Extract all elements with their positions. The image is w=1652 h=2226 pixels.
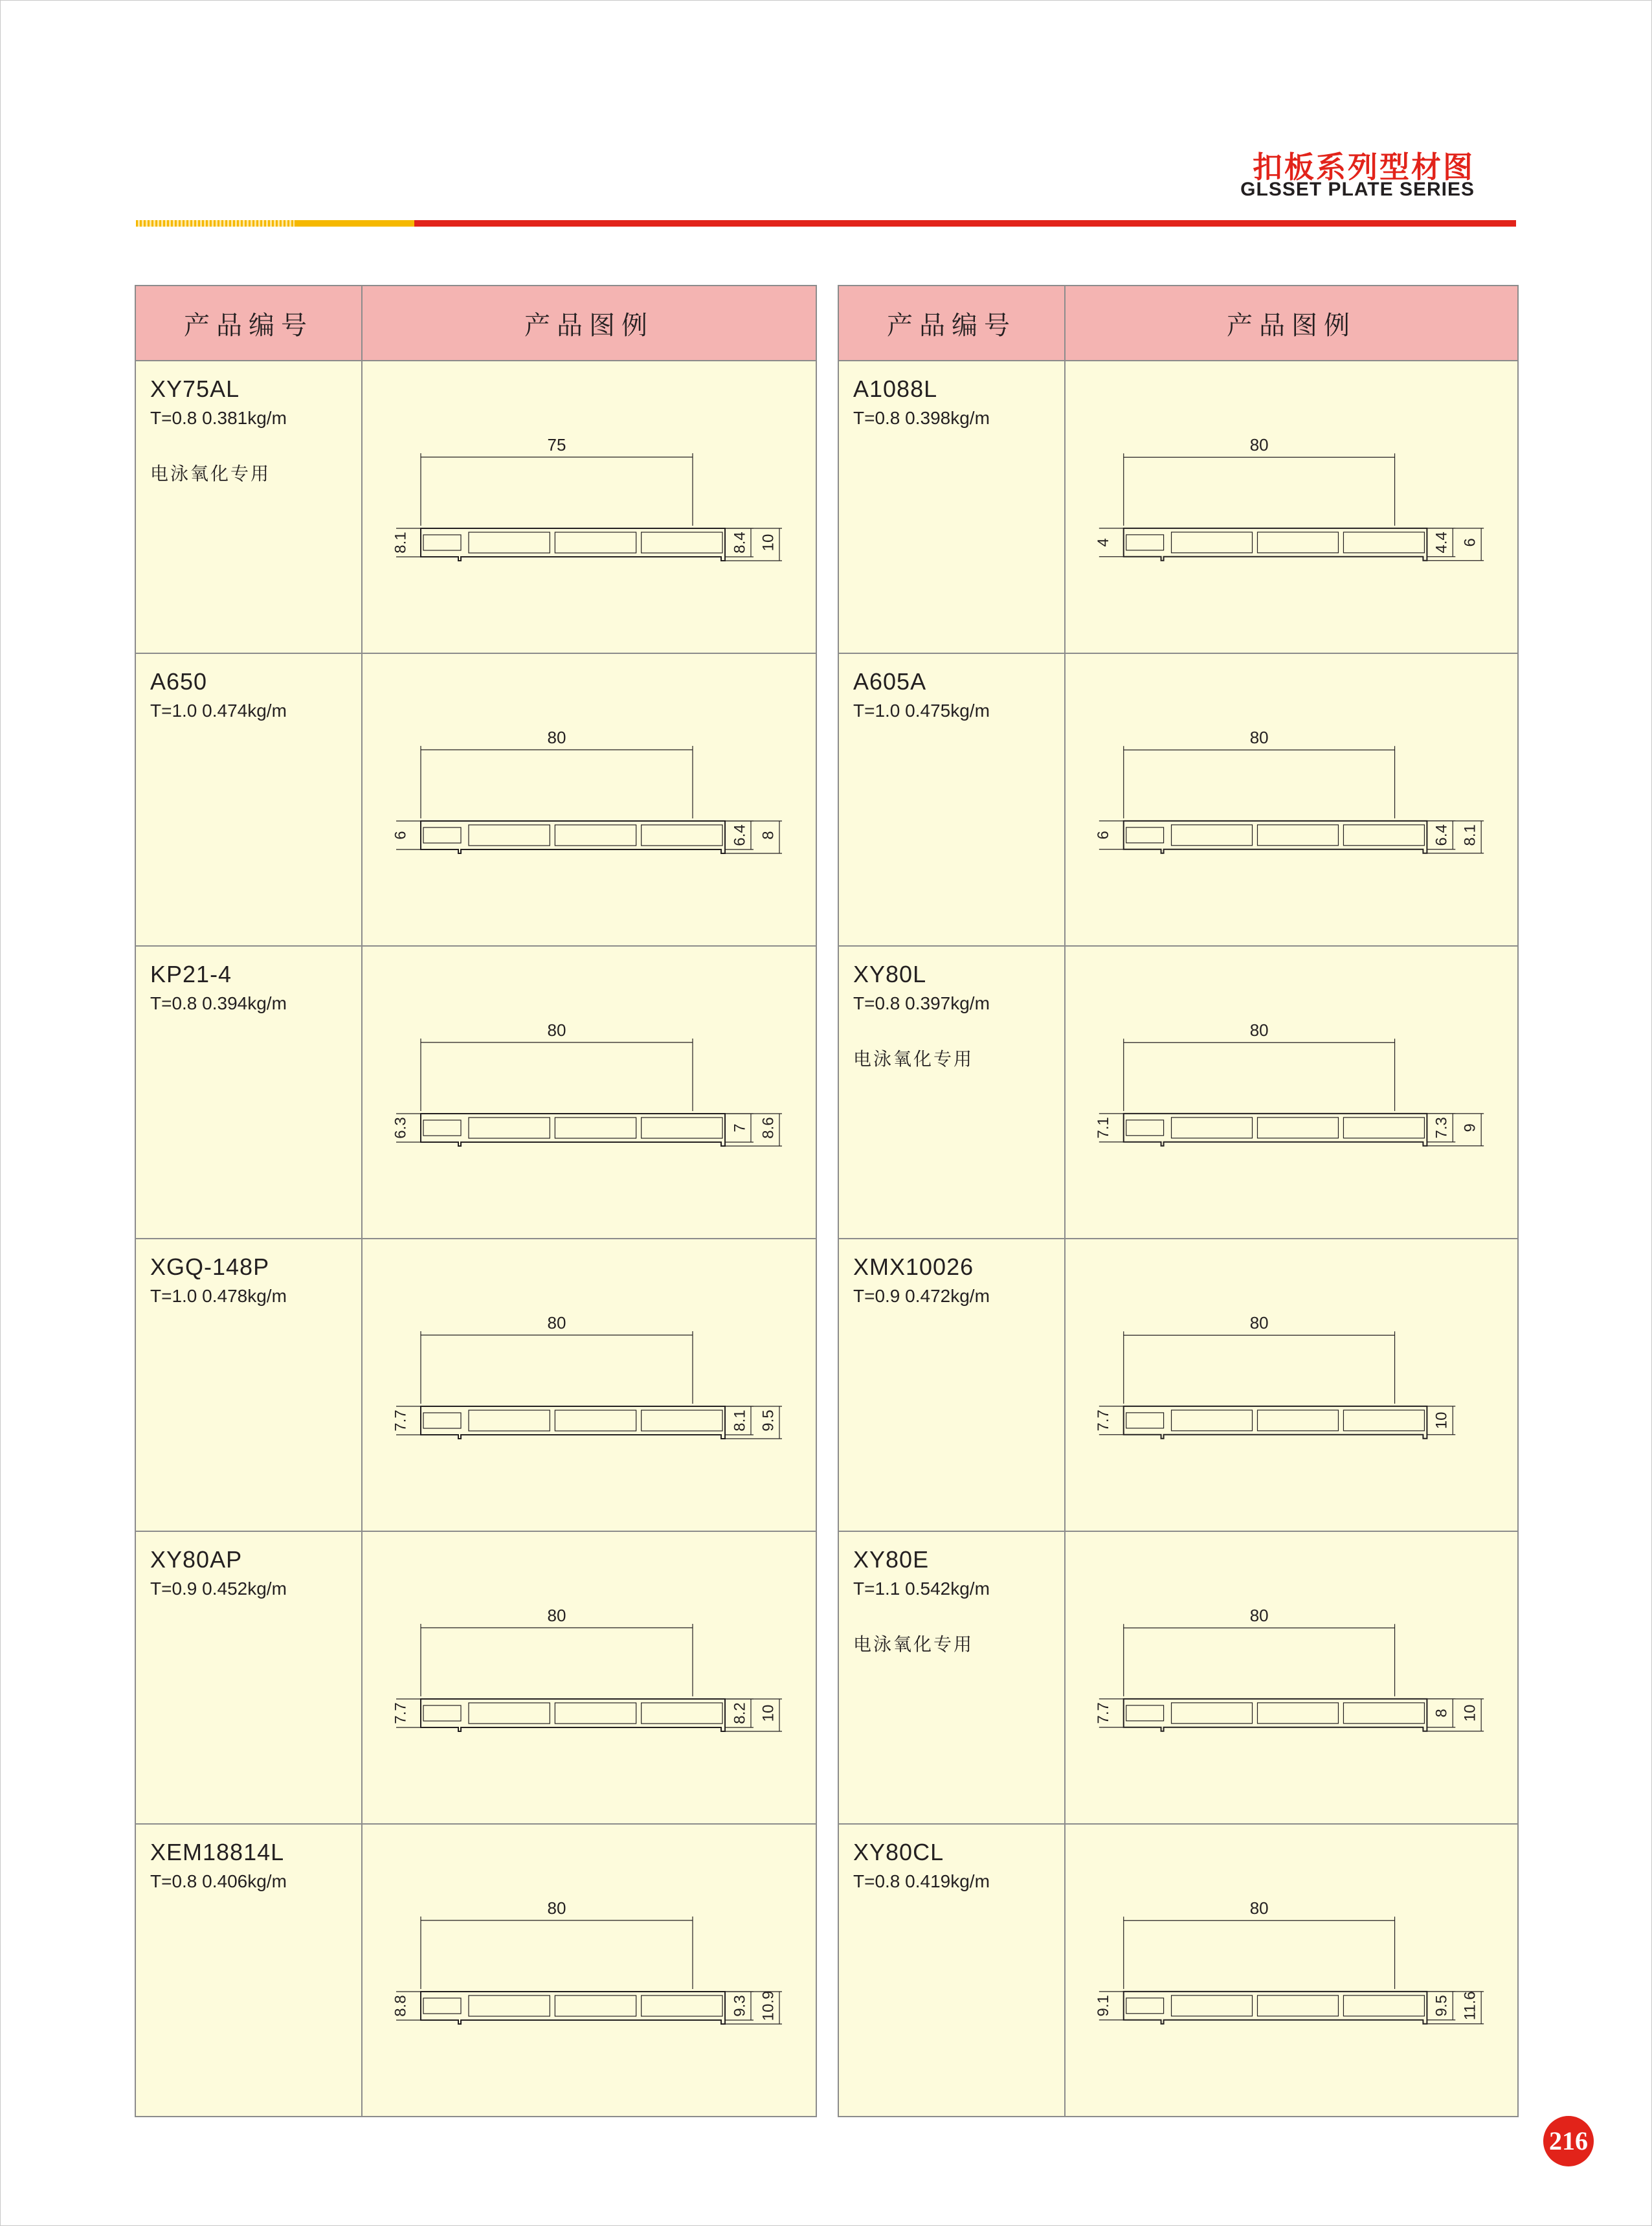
product-code: KP21-4	[150, 961, 232, 987]
dim-label-right: 9	[1461, 1123, 1479, 1132]
dim-label-right: 8.4	[731, 532, 749, 554]
product-info-cell	[135, 653, 362, 946]
product-spec: T=0.9 0.452kg/m	[150, 1579, 287, 1599]
profile-chamber	[642, 1703, 722, 1724]
table-row	[135, 1531, 816, 1824]
profile-drawing	[1066, 654, 1517, 945]
profile-outline	[421, 1406, 725, 1439]
dim-label-right: 4.4	[1433, 532, 1451, 554]
profile-chamber	[1172, 825, 1253, 846]
product-info-cell	[838, 653, 1065, 946]
profile-chamber	[469, 1410, 550, 1431]
product-code: XY80AP	[150, 1546, 243, 1573]
dim-label-right: 11.6	[1461, 1991, 1479, 2021]
profile-drawing	[1066, 361, 1517, 653]
product-spec: T=1.1 0.542kg/m	[853, 1579, 990, 1599]
dim-label-width: 80	[547, 728, 566, 747]
profile-outline	[421, 1699, 725, 1731]
dim-label-right: 6.4	[731, 824, 749, 846]
product-spec: T=0.8 0.419kg/m	[853, 1871, 990, 1891]
product-note: 电泳氧化专用	[150, 463, 271, 484]
profile-chamber	[642, 1118, 722, 1138]
table-row	[135, 361, 816, 653]
profile-drawing	[363, 1239, 816, 1531]
profile-drawing	[1066, 1239, 1517, 1531]
profile-chamber	[1172, 1703, 1253, 1724]
profile-chamber	[1257, 1410, 1338, 1431]
dim-label-left: 6	[1095, 831, 1113, 840]
dim-label-width: 80	[1249, 1022, 1269, 1040]
dim-label-right: 10	[1461, 1704, 1479, 1722]
dim-label-right: 8.2	[731, 1702, 749, 1724]
profile-outline	[421, 528, 725, 561]
dim-label-width: 75	[547, 435, 566, 455]
product-spec: T=0.9 0.472kg/m	[853, 1286, 990, 1306]
column-header-code: 产品编号	[838, 286, 1065, 361]
profile-notch	[1126, 1705, 1164, 1721]
product-info-cell	[838, 361, 1065, 653]
product-note: 电泳氧化专用	[853, 1634, 974, 1655]
dim-label-width: 80	[1249, 1900, 1269, 1918]
product-spec: T=1.0 0.478kg/m	[150, 1286, 287, 1306]
product-table-left	[135, 285, 817, 2117]
product-info-cell	[135, 361, 362, 653]
profile-chamber	[1257, 825, 1338, 846]
profile-chamber	[1343, 825, 1424, 846]
dim-label-width: 80	[1249, 1314, 1269, 1333]
dim-label-width: 80	[1249, 436, 1269, 455]
dim-label-width: 80	[547, 1020, 566, 1040]
dim-label-right: 6.4	[1433, 824, 1451, 846]
product-drawing-cell	[1065, 361, 1518, 653]
table-row	[838, 1239, 1518, 1531]
product-spec: T=0.8 0.397kg/m	[853, 993, 990, 1013]
dim-label-right: 9.3	[731, 1995, 749, 2017]
profile-drawing	[363, 1825, 816, 2116]
product-drawing-cell	[362, 653, 816, 946]
dim-label-right: 10	[1433, 1411, 1451, 1430]
profile-drawing	[363, 947, 816, 1238]
profile-chamber	[469, 1703, 550, 1724]
table-row	[838, 1824, 1518, 2117]
profile-outline	[421, 1114, 725, 1146]
dim-label-left: 7.7	[1095, 1410, 1113, 1432]
profile-outline	[1124, 821, 1427, 853]
dim-label-left: 7.7	[392, 1702, 410, 1724]
profile-outline	[1124, 1114, 1427, 1146]
dim-label-left: 6.3	[392, 1117, 410, 1139]
dim-label-left: 7.7	[1095, 1702, 1113, 1724]
product-drawing-cell	[1065, 946, 1518, 1239]
profile-chamber	[469, 1118, 550, 1138]
profile-outline	[1124, 1992, 1427, 2024]
table-row	[135, 946, 816, 1239]
profile-notch	[423, 1120, 461, 1136]
profile-notch	[1126, 535, 1164, 550]
profile-drawing	[363, 361, 816, 653]
profile-outline	[1124, 1406, 1427, 1439]
product-info-cell	[135, 1824, 362, 2117]
profile-chamber	[1257, 1703, 1338, 1724]
profile-notch	[423, 1998, 461, 2014]
dim-label-left: 6	[392, 831, 410, 840]
profile-chamber	[1172, 1118, 1253, 1138]
dim-label-width: 80	[1249, 1607, 1269, 1626]
profile-chamber	[1172, 1996, 1253, 2016]
product-code: XGQ-148P	[150, 1254, 270, 1280]
dim-label-right: 9.5	[1433, 1995, 1451, 2017]
profile-chamber	[469, 1996, 550, 2016]
profile-notch	[423, 1705, 461, 1721]
product-code: XY75AL	[150, 376, 240, 402]
profile-notch	[423, 535, 461, 550]
dim-label-right: 7	[731, 1123, 749, 1132]
product-code: XEM18814L	[150, 1839, 285, 1865]
product-drawing-cell	[362, 1531, 816, 1824]
dim-label-left: 7.7	[392, 1410, 410, 1432]
product-info-cell	[135, 1531, 362, 1824]
dim-label-left: 4	[1095, 538, 1113, 547]
product-code: XMX10026	[853, 1254, 974, 1280]
dim-label-width: 80	[547, 1606, 566, 1625]
profile-chamber	[1172, 1410, 1253, 1431]
profile-chamber	[642, 1410, 722, 1431]
dim-label-width: 80	[547, 1313, 566, 1332]
column-header-illustration: 产品图例	[1065, 286, 1518, 361]
product-info-cell	[838, 1239, 1065, 1531]
profile-notch	[1126, 1413, 1164, 1428]
product-info-cell	[838, 1824, 1065, 2117]
table-row	[838, 946, 1518, 1239]
table-row	[838, 653, 1518, 946]
dim-label-right: 10	[759, 1704, 777, 1722]
table-row	[135, 1239, 816, 1531]
product-spec: T=0.8 0.398kg/m	[853, 408, 990, 428]
dim-label-right: 8	[759, 831, 777, 840]
product-code: A650	[150, 668, 208, 695]
product-note: 电泳氧化专用	[853, 1048, 974, 1070]
profile-chamber	[1343, 532, 1424, 553]
product-spec: T=0.8 0.406kg/m	[150, 1871, 287, 1891]
product-spec: T=0.8 0.394kg/m	[150, 993, 287, 1013]
header-rule-dotted	[136, 220, 295, 227]
profile-notch	[1126, 827, 1164, 843]
profile-notch	[423, 827, 461, 843]
profile-chamber	[642, 825, 722, 846]
header-rule-yellow	[295, 220, 414, 227]
product-code: XY80L	[853, 961, 927, 987]
profile-drawing	[1066, 1825, 1517, 2116]
dim-label-right: 8.1	[731, 1410, 749, 1432]
profile-chamber	[642, 1996, 722, 2016]
product-drawing-cell	[1065, 1531, 1518, 1824]
product-drawing-cell	[362, 361, 816, 653]
profile-chamber	[1343, 1703, 1424, 1724]
profile-chamber	[642, 532, 722, 553]
dim-label-right: 7.3	[1433, 1117, 1451, 1139]
profile-chamber	[469, 825, 550, 846]
dim-label-right: 8	[1433, 1709, 1451, 1718]
product-code: A605A	[853, 668, 927, 695]
product-spec: T=1.0 0.474kg/m	[150, 701, 287, 721]
profile-drawing	[363, 654, 816, 945]
dim-label-right: 10	[759, 534, 777, 552]
profile-chamber	[1257, 1118, 1338, 1138]
dim-label-left: 8.1	[392, 532, 410, 554]
dim-label-width: 80	[547, 1898, 566, 1918]
product-table-right	[838, 285, 1519, 2117]
product-info-cell	[135, 946, 362, 1239]
product-drawing-cell	[1065, 1824, 1518, 2117]
dim-label-right: 6	[1461, 538, 1479, 547]
header-rule-red	[414, 220, 1516, 227]
profile-chamber	[555, 532, 636, 553]
product-drawing-cell	[362, 1824, 816, 2117]
profile-chamber	[555, 1118, 636, 1138]
product-info-cell	[135, 1239, 362, 1531]
dim-label-left: 9.1	[1095, 1995, 1113, 2017]
dim-label-left: 7.1	[1095, 1117, 1113, 1139]
product-drawing-cell	[1065, 653, 1518, 946]
product-drawing-cell	[1065, 1239, 1518, 1531]
product-spec: T=0.8 0.381kg/m	[150, 408, 287, 428]
dim-label-width: 80	[1249, 729, 1269, 748]
profile-chamber	[555, 1410, 636, 1431]
product-drawing-cell	[362, 1239, 816, 1531]
product-info-cell	[838, 946, 1065, 1239]
profile-notch	[1126, 1120, 1164, 1136]
profile-notch	[423, 1413, 461, 1428]
dim-label-right: 8.6	[759, 1117, 777, 1139]
product-info-cell	[838, 1531, 1065, 1824]
profile-notch	[1126, 1998, 1164, 2014]
table-row	[838, 1531, 1518, 1824]
product-drawing-cell	[362, 946, 816, 1239]
profile-chamber	[1172, 532, 1253, 553]
product-code: XY80E	[853, 1546, 930, 1573]
profile-chamber	[555, 1703, 636, 1724]
profile-outline	[1124, 528, 1427, 561]
profile-drawing	[1066, 1532, 1517, 1823]
dim-label-left: 8.8	[392, 1995, 410, 2017]
profile-chamber	[1343, 1410, 1424, 1431]
profile-chamber	[1343, 1118, 1424, 1138]
profile-chamber	[1257, 1996, 1338, 2016]
dim-label-right: 9.5	[759, 1410, 777, 1432]
table-row	[135, 653, 816, 946]
page-title: 扣板系列型材图	[1253, 150, 1475, 185]
profile-drawing	[363, 1532, 816, 1823]
profile-outline	[421, 1992, 725, 2024]
product-spec: T=1.0 0.475kg/m	[853, 701, 990, 721]
profile-chamber	[555, 825, 636, 846]
profile-chamber	[1257, 532, 1338, 553]
product-code: XY80CL	[853, 1839, 944, 1865]
profile-outline	[1124, 1699, 1427, 1731]
table-row	[838, 361, 1518, 653]
profile-outline	[421, 821, 725, 853]
page-number-badge: 216	[1543, 2116, 1594, 2166]
table-row	[135, 1824, 816, 2117]
column-header-illustration: 产品图例	[362, 286, 816, 361]
profile-drawing	[1066, 947, 1517, 1238]
profile-chamber	[1343, 1996, 1424, 2016]
profile-chamber	[469, 532, 550, 553]
page-subtitle: GLSSET PLATE SERIES	[1240, 179, 1475, 200]
product-code: A1088L	[853, 376, 938, 402]
profile-chamber	[555, 1996, 636, 2016]
column-header-code: 产品编号	[135, 286, 362, 361]
dim-label-right: 10.9	[759, 1990, 777, 2021]
dim-label-right: 8.1	[1461, 824, 1479, 846]
